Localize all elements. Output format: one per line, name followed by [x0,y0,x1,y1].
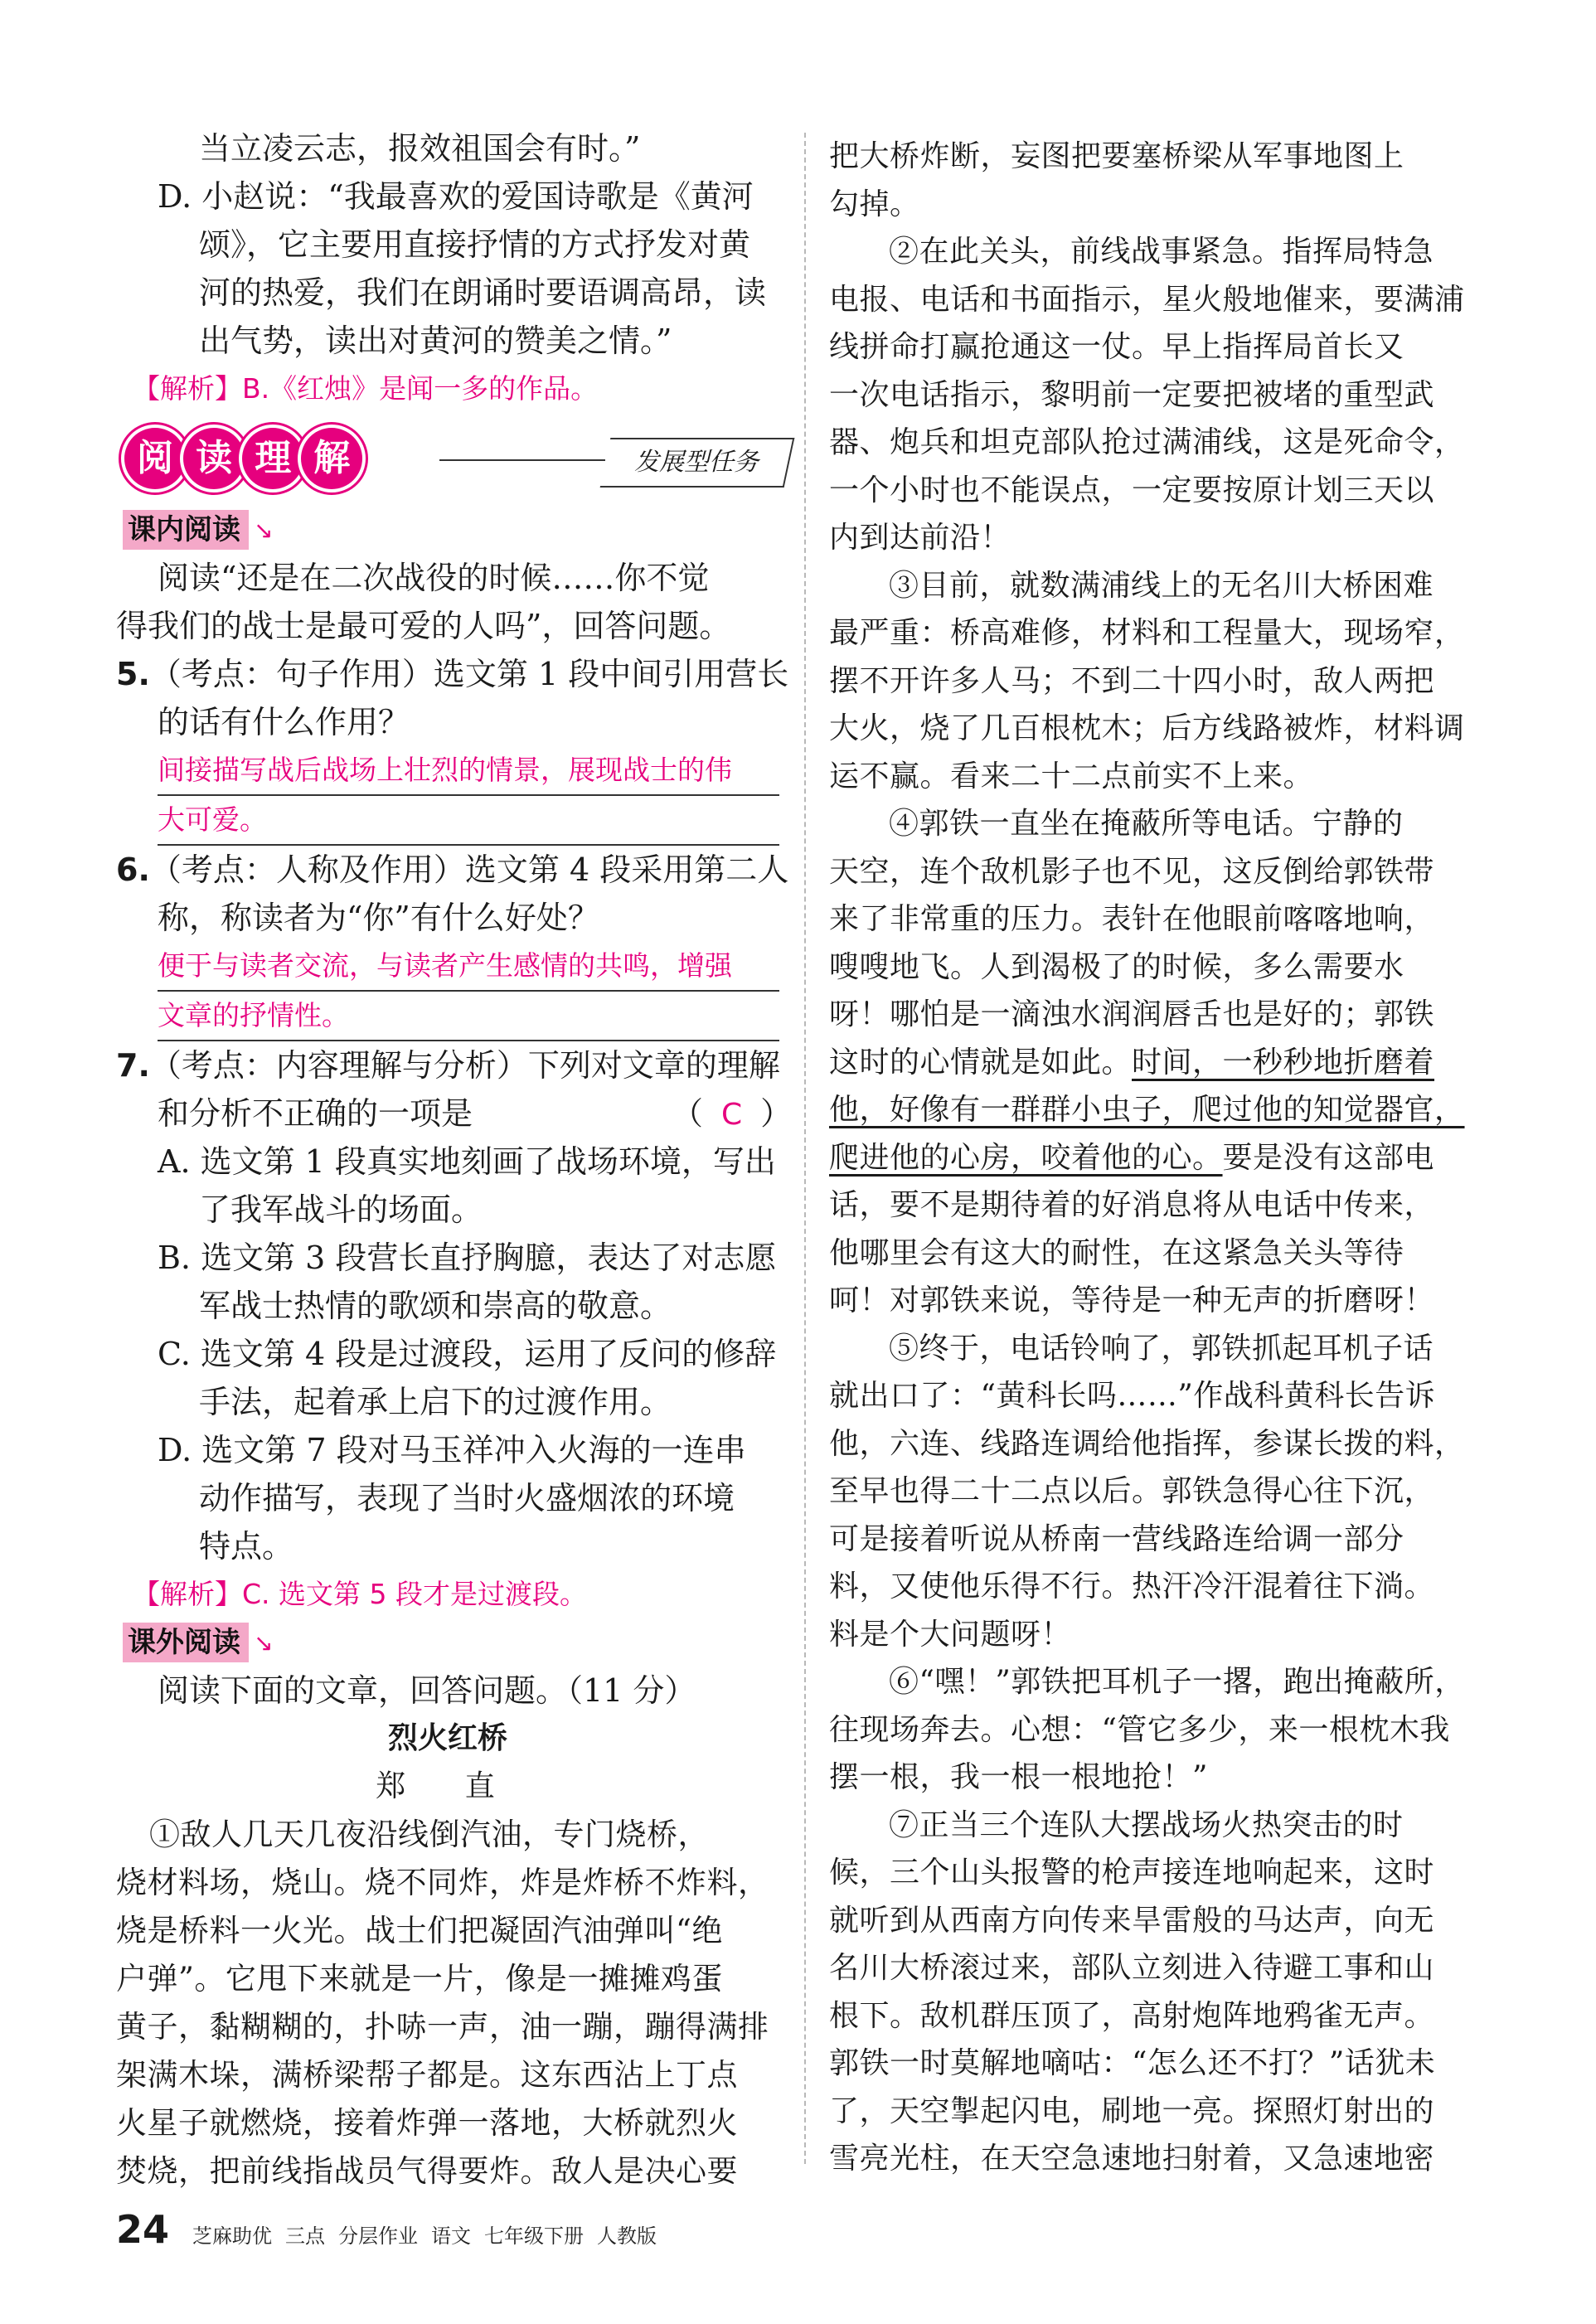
reading-banner [116,421,779,501]
question-6: 6.（考点：人称及作用）选文第 4 段采用第二人 称，称读者为“你”有什么好处？ 便于与读者交流，与读者产生感情的共鸣，增强 文章的抒情性。 [116,846,779,1041]
selected-choice: C [721,1098,743,1132]
prev-option-continuation: 当立凌云志，报效祖国会有时。” [199,130,641,167]
intro-line: 得我们的战士是最可爱的人吗”，回答问题。 [116,608,731,644]
option-c: C. 选文第 4 段是过渡段，运用了反问的修辞 手法，起着承上启下的过渡作用。 [158,1336,777,1420]
footer-item: 分层作业 [338,2225,419,2248]
underlined-sentence: 他，好像有一群群小虫子，爬过他的知觉器官， [829,1093,1465,1127]
article-para-2: ②在此关头，前线战事紧急。指挥局特急 电报、电话和书面指示，星火般地催来，要满浦 线拼命打赢抢通这一仗。早上指挥局首长又 一次电话指示，黎明前一定要把被堵的重型武 器、炮兵和坦克部队抢过满浦线，这是死命令， 一个小时也不能误点，一定要按原计划三天以 内到达前沿！ [829,235,1465,555]
underlined-sentence: 爬进他的心房，咬着他的心。 [829,1140,1223,1175]
column-divider [804,133,806,2164]
question-5: 5.（考点：句子作用）选文第 1 段中间引用营长 的话有什么作用？ 间接描写战后战场上壮烈的情景，展现战士的伟 大可爱。 [116,650,779,846]
article-para-1: ①敌人几天几夜沿线倒汽油，专门烧桥， 烧材料场，烧山。烧不同炸，炸是炸桥不炸料， 烧是桥料一火光。战士们把凝固汽油弹叫“绝 户弹”。它甩下来就是一片，像是一摊摊鸡蛋 黄子，黏糊糊的，扑哧一声，油一蹦，蹦得满排 架满木垛，满桥梁帮子都是。这东西沾上丁点 火星子就燃烧，接着炸弹一落地，大桥就烈火 焚烧，把前线指战员气得要炸。敌人是决心要 [116,1817,769,2189]
answer-bracket: （ C ） [672,1095,793,1132]
underlined-sentence: 时间，一秒秒地折磨着 [1132,1045,1435,1080]
article-title: 烈火红桥 [387,1721,507,1755]
footer-brand: 芝麻助优 [192,2225,273,2248]
banner-rule [439,459,605,461]
prev-option-d: D. 小赵说：“我最喜欢的爱国诗歌是《黄河 颂》，它主要用直接抒情的方式抒发对黄 河的热爱，我们在朗诵时要语调高昂，读 出气势，读出对黄河的赞美之情。” [158,178,767,359]
out-intro: 阅读下面的文章，回答问题。（11 分） [158,1672,696,1709]
option-d: D. 选文第 7 段对马玉祥冲入火海的一连串 动作描写，表现了当时火盛烟浓的环境 特点。 [158,1432,746,1565]
prev-analysis: 【解析】B.《红烛》是闻一多的作品。 [133,372,599,405]
banner-title: 阅 读 理 解 [124,428,356,489]
answer-line: 文章的抒情性。 [158,992,779,1041]
left-column [116,124,793,2195]
section-arrow-icon: ↘ [254,516,274,544]
answer-line: 便于与读者交流，与读者产生感情的共鸣，增强 [158,942,779,992]
section-out-class: 课外阅读 ↘ [116,1618,779,1667]
article-para-1-cont: 把大桥炸断，妄图把要塞桥梁从军事地图上 勾掉。 [829,139,1404,221]
article-author: 郑 直 [376,1769,520,1803]
article-para-5: ⑤终于，电话铃响了，郭铁抓起耳机子话 就出口了：“黄科长吗……”作战科黄科长告诉 他，六连、线路连调给他指挥，参谋长拨的料， 至早也得二十二点以后。郭铁急得心往下沉， 可是接着听说从桥南一营线路连给调一部分 料，又使他乐得不行。热汗冷汗混着往下淌。 料是个大问题呀！ [829,1331,1465,1652]
option-a: A. 选文第 1 段真实地刻画了战场环境，写出 了我军战斗的场面。 [158,1143,776,1228]
footer-item: 人教版 [597,2225,657,2248]
page-number: 24 [116,2207,170,2252]
q7-analysis: 【解析】C. 选文第 5 段才是过渡段。 [133,1578,587,1610]
answer-line: 大可爱。 [158,796,779,846]
right-column [829,133,1484,2183]
article-para-4: ④郭铁一直坐在掩蔽所等电话。宁静的 天空，连个敌机影子也不见，这反倒给郭铁带 来了非常重的压力。表针在他眼前喀喀地响， 嗖嗖地飞。人到渴极了的时候，多么需要水 呀！哪怕是一滴浊水润润唇舌也是好的；郭铁 这时的心情就是如此。时间，一秒秒地折磨着 他，好像有一群群小虫子，爬过他的知觉器官， 爬进他的心房，咬着他的心。要是没有这部电 话，要不是期待着的好消息将从电话中传来， 他哪里会有这大的耐性，在这紧急关头等待 呵！对郭铁来说，等待是一种无声的折磨呀！ [829,800,1484,1325]
footer-item: 语文 [431,2225,472,2248]
article-para-3: ③目前，就数满浦线上的无名川大桥困难 最严重：桥高难修，材料和工程量大，现场窄， 摆不开许多人马；不到二十四小时，敌人两把 大火，烧了几百根枕木；后方线路被炸，材料调 运不赢。看来二十二点前实不上来。 [829,568,1465,793]
section-arrow-icon: ↘ [254,1628,274,1657]
section-in-class: 课内阅读 ↘ [116,506,779,554]
question-7: 7.（考点：内容理解与分析）下列对文章的理解 和分析不正确的一项是 （ C ） A. 选文第 1 段真实地刻画了战场环境，写出 了我军战斗的场面。 B. 选文第 3 段营长直抒胸臆，表达了对志愿 军战士热情的歌颂和崇高的敬意。 C. 选文第 4 段是过渡段，运用了反问的修辞 手法，起着承上启下的过渡作用。 D. 选文第 7 段对马玉祥冲入火海的一连串 动作描写，表现了当时火盛烟浓的环境 特点。 【解析】C. 选文第 5 段才是过渡段。 [116,1041,779,1618]
answer-line: 间接描写战后战场上壮烈的情景，展现战士的伟 [158,746,779,796]
footer-item: 七年级下册 [484,2225,585,2248]
option-b: B. 选文第 3 段营长直抒胸臆，表达了对志愿 军战士热情的歌颂和崇高的敬意。 [158,1240,777,1324]
page-footer [116,2207,670,2252]
article-para-6: ⑥“嘿！”郭铁把耳机子一撂，跑出掩蔽所， 往现场奔去。心想：“管它多少，来一根枕木我 摆一根，我一根一根地抢！” [829,1665,1465,1794]
intro-line: 阅读“还是在二次战役的时候……你不觉 [158,560,710,596]
task-tag: 发展型任务 [600,438,795,488]
article-para-7: ⑦正当三个连队大摆战场火热突击的时 候，三个山头报警的枪声接连地响起来，这时 就听到从西南方向传来旱雷般的马达声，向无 名川大桥滚过来，部队立刻进入待避工事和山 根下。敌机群压顶了，高射炮阵地鸦雀无声。 郭铁一时莫解地嘀咕：“怎么还不打？”话犹未 了，天空掣起闪电，刷地一亮。探照灯射出的 雪亮光柱，在天空急速地扫射着，又急速地密 [829,1807,1436,2176]
footer-item: 三点 [285,2225,326,2248]
